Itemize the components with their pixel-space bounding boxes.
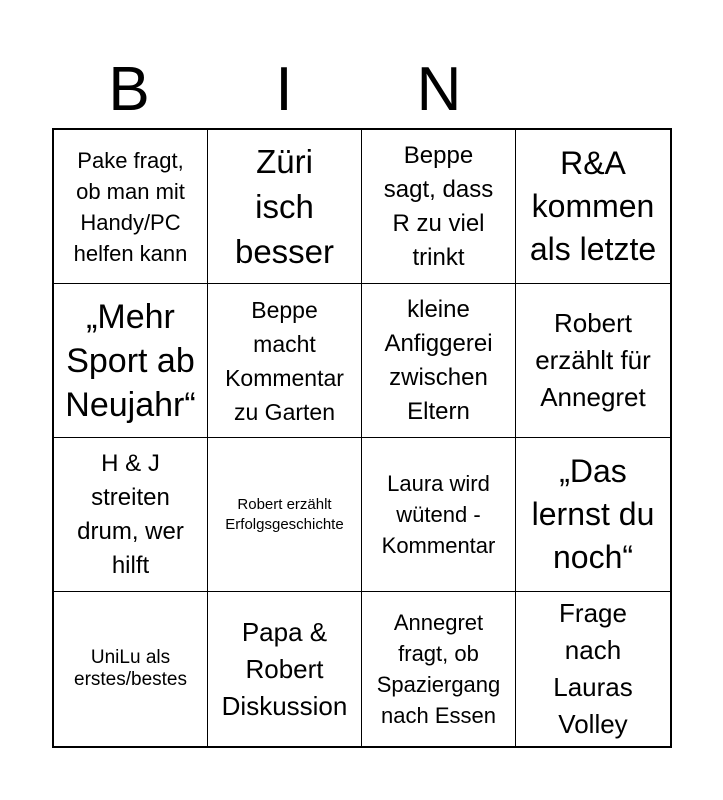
- cell-text: R&A kommen als letzte: [529, 145, 657, 267]
- bingo-cell[interactable]: [362, 130, 516, 284]
- cell-text: Annegret fragt, ob Spaziergang nach Essen: [376, 610, 501, 728]
- bingo-cell[interactable]: [54, 284, 208, 438]
- cell-text: UniLu als erstes/bestes: [74, 647, 187, 690]
- cell-text: Beppe macht Kommentar zu Garten: [225, 296, 344, 425]
- cell-text: Papa & Robert Diskussion: [221, 616, 348, 721]
- cell-text: Laura wird wütend - Kommentar: [381, 471, 496, 558]
- bingo-cell[interactable]: [208, 284, 362, 438]
- bingo-cell[interactable]: [208, 438, 362, 592]
- bingo-cell[interactable]: [516, 438, 670, 592]
- cell-text: Robert erzählt Erfolgsgeschichte: [225, 495, 344, 533]
- bingo-header: [52, 52, 672, 128]
- cell-text: Robert erzählt für Annegret: [535, 308, 651, 412]
- header-letter-b: B: [108, 55, 150, 124]
- bingo-grid: [52, 128, 672, 748]
- cell-text: „Mehr Sport ab Neujahr“: [65, 297, 196, 424]
- cell-text: H & J streiten drum, wer hilft: [77, 449, 184, 579]
- bingo-cell[interactable]: [208, 130, 362, 284]
- cell-text: Frage nach Lauras Volley: [553, 598, 633, 739]
- cell-text: kleine Anfiggerei zwischen Eltern: [384, 295, 493, 425]
- cell-text: Pake fragt, ob man mit Handy/PC helfen kann: [73, 147, 188, 266]
- cell-text: Züri isch besser: [234, 143, 335, 270]
- bingo-cell[interactable]: [516, 592, 670, 746]
- bingo-cell[interactable]: [54, 592, 208, 746]
- bingo-cell[interactable]: [54, 130, 208, 284]
- bingo-cell[interactable]: [54, 438, 208, 592]
- bingo-cell[interactable]: [362, 592, 516, 746]
- bingo-cell[interactable]: [208, 592, 362, 746]
- cell-text: Beppe sagt, dass R zu viel trinkt: [383, 141, 494, 271]
- bingo-cell[interactable]: [362, 438, 516, 592]
- cell-text: „Das lernst du noch“: [531, 453, 655, 575]
- header-letter-i: I: [275, 55, 293, 124]
- header-letter-n: N: [416, 55, 462, 124]
- bingo-cell[interactable]: [362, 284, 516, 438]
- bingo-cell[interactable]: [516, 284, 670, 438]
- bingo-cell[interactable]: [516, 130, 670, 284]
